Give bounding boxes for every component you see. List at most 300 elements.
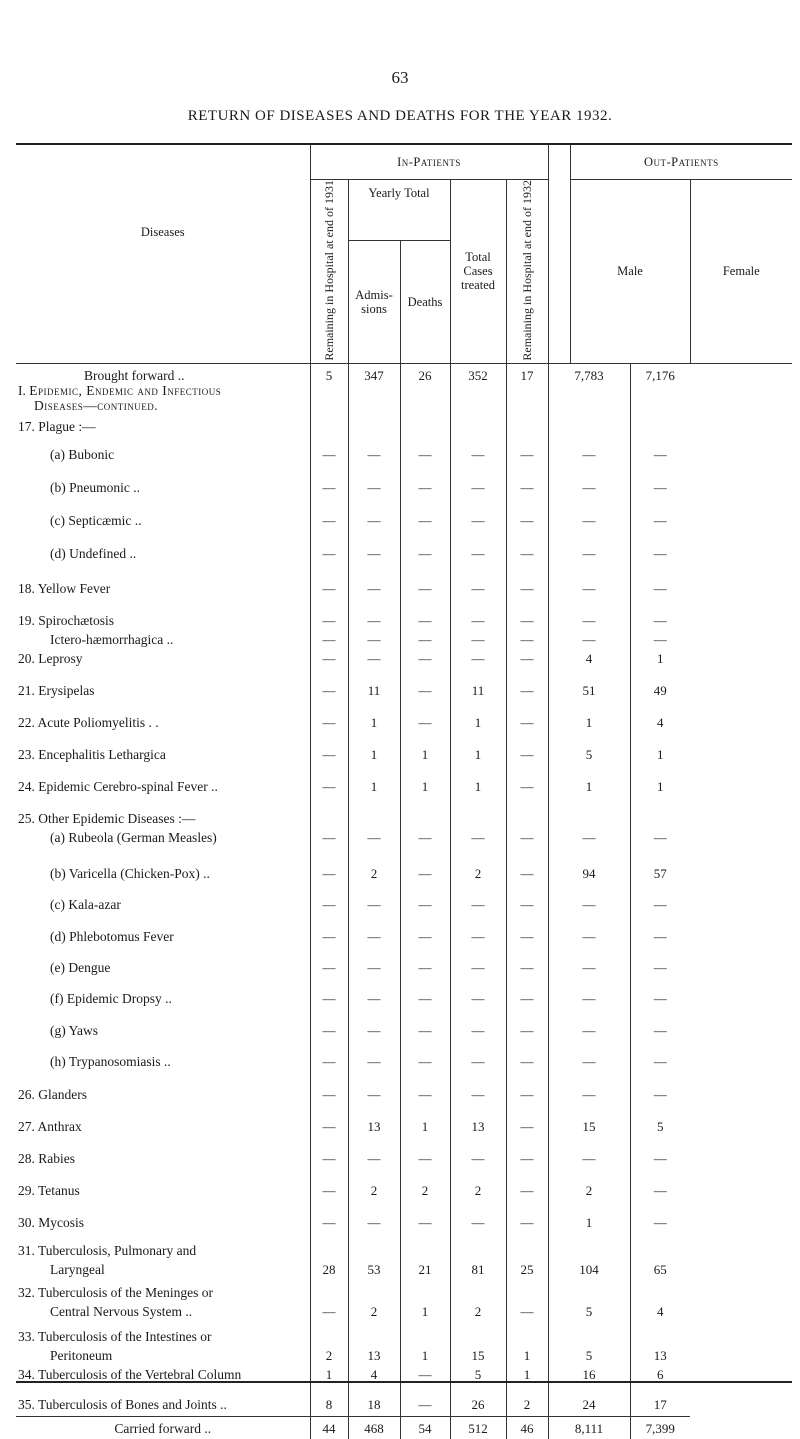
disease-label	[16, 849, 310, 885]
value-cell: 1	[506, 1348, 548, 1367]
value-cell: —	[506, 1304, 548, 1323]
disease-name: 33. Tuberculosis of the Intestines or	[18, 1328, 212, 1344]
value-cell: —	[348, 1042, 400, 1073]
value-cell	[506, 1281, 548, 1304]
value-cell: 5	[548, 1348, 630, 1367]
value-cell: —	[506, 1106, 548, 1138]
value-cell: 13	[450, 1106, 506, 1138]
disease-label	[16, 1348, 310, 1367]
value-cell	[630, 1323, 690, 1348]
value-cell: —	[348, 1138, 400, 1170]
value-cell: —	[653, 990, 667, 1006]
disease-name: (b) Pneumonic ..	[50, 479, 140, 495]
disease-name: 25. Other Epidemic Diseases :—	[18, 810, 196, 826]
value-cell: 1	[400, 766, 450, 798]
value-cell: —	[348, 1202, 400, 1234]
page-title: RETURN OF DISEASES AND DEATHS FOR THE YEAR 1932.	[187, 108, 613, 124]
disease-label	[16, 702, 310, 734]
value-cell: —	[400, 1367, 450, 1386]
table-row	[16, 1323, 792, 1348]
value-cell: 5	[548, 734, 630, 766]
value-cell	[450, 419, 506, 438]
table-row	[16, 419, 792, 438]
value-cell: —	[310, 670, 348, 702]
disease-name: (c) Kala-azar	[50, 896, 121, 912]
section-heading-line1	[18, 383, 308, 398]
value-cell: —	[548, 1042, 630, 1073]
yearly-total-header	[348, 179, 450, 241]
table-row	[16, 466, 792, 499]
total-cases-header	[450, 179, 506, 364]
value-cell: 1	[657, 746, 664, 762]
value-cell: —	[450, 979, 506, 1010]
value-cell: —	[450, 1073, 506, 1106]
value-cell: 2	[348, 1304, 400, 1323]
value-cell	[348, 1323, 400, 1348]
value-cell: —	[653, 612, 667, 628]
disease-name: 35. Tuberculosis of Bones and Joints ..	[18, 1397, 227, 1413]
value-cell: 2	[348, 1170, 400, 1202]
value-cell: —	[310, 1010, 348, 1042]
table-row	[16, 670, 792, 702]
value-cell: 1	[348, 766, 400, 798]
brought-forward-value: 7,176	[645, 368, 675, 384]
value-cell: —	[310, 916, 348, 948]
disease-label	[16, 565, 310, 600]
admissions-header	[348, 241, 400, 364]
value-cell: 5	[657, 1118, 664, 1134]
value-cell: —	[400, 670, 450, 702]
value-cell: —	[548, 1010, 630, 1042]
disease-name: Central Nervous System ..	[50, 1303, 193, 1319]
value-cell: —	[400, 632, 450, 651]
brought-forward-cell	[16, 364, 310, 419]
value-cell	[630, 1234, 690, 1262]
value-cell	[348, 798, 400, 830]
disease-name: (g) Yaws	[50, 1022, 99, 1038]
table-body	[16, 364, 792, 1439]
disease-name: 34. Tuberculosis of the Vertebral Column	[18, 1366, 242, 1382]
disease-name: 26. Glanders	[18, 1086, 87, 1102]
value-cell: —	[310, 1106, 348, 1138]
value-cell: 15	[548, 1106, 630, 1138]
disease-name: (b) Varicella (Chicken-Pox) ..	[50, 865, 210, 881]
value-cell: 1	[548, 702, 630, 734]
value-cell: —	[653, 1086, 667, 1102]
value-cell: —	[310, 734, 348, 766]
disease-name: 27. Anthrax	[18, 1118, 82, 1134]
value-cell	[548, 1281, 630, 1304]
value-cell: 2	[400, 1170, 450, 1202]
value-cell: —	[400, 1042, 450, 1073]
value-cell: 1	[657, 778, 664, 794]
table-row	[16, 1281, 792, 1304]
value-cell: —	[506, 565, 548, 600]
male-header	[570, 179, 690, 364]
value-cell: 18	[348, 1386, 400, 1417]
value-cell: 4	[548, 651, 630, 670]
value-cell: 1	[506, 1367, 548, 1386]
spacer-column	[548, 145, 570, 364]
value-cell: —	[450, 499, 506, 532]
brought-forward-value: 352	[450, 364, 506, 419]
value-cell	[310, 1323, 348, 1348]
disease-name: 17. Plague :—	[18, 418, 96, 434]
carried-forward-label: Carried forward ..	[16, 1417, 310, 1439]
value-cell: 4	[657, 1303, 664, 1319]
value-cell: —	[548, 1073, 630, 1106]
value-cell	[548, 798, 630, 830]
value-cell: —	[506, 1073, 548, 1106]
value-cell: 57	[653, 865, 667, 881]
value-cell: —	[450, 651, 506, 670]
value-cell: —	[506, 1042, 548, 1073]
value-cell: —	[506, 600, 548, 632]
value-cell: —	[348, 565, 400, 600]
disease-name: Laryngeal	[50, 1261, 105, 1277]
in-patients-label: In-Patients	[397, 154, 461, 169]
disease-name: (d) Phlebotomus Fever	[50, 928, 174, 944]
value-cell: —	[310, 1202, 348, 1234]
value-cell: —	[400, 916, 450, 948]
value-cell: 1	[548, 766, 630, 798]
value-cell: 2	[450, 849, 506, 885]
table-row	[16, 1202, 792, 1234]
value-cell: —	[310, 1170, 348, 1202]
disease-name: 32. Tuberculosis of the Meninges or	[18, 1284, 213, 1300]
value-cell: —	[400, 830, 450, 849]
table-row	[16, 798, 792, 830]
value-cell: 2	[310, 1348, 348, 1367]
table-row	[16, 830, 792, 849]
section-heading-line2: Diseases—continued.	[34, 398, 159, 414]
value-cell: —	[348, 632, 400, 651]
value-cell: —	[400, 532, 450, 565]
value-cell	[548, 1323, 630, 1348]
value-cell: —	[400, 702, 450, 734]
table-row	[16, 1234, 792, 1262]
bottom-rule	[16, 1381, 792, 1383]
brought-forward-value: 347	[348, 364, 400, 419]
value-cell: —	[450, 948, 506, 979]
value-cell: 65	[653, 1261, 667, 1277]
value-cell: 6	[657, 1366, 664, 1382]
table-row	[16, 849, 792, 885]
value-cell: —	[548, 916, 630, 948]
value-cell: 26	[450, 1386, 506, 1417]
value-cell: 15	[450, 1348, 506, 1367]
table-row	[16, 600, 792, 632]
table-row	[16, 632, 792, 651]
table-row	[16, 979, 792, 1010]
disease-label	[16, 766, 310, 798]
value-cell: —	[348, 948, 400, 979]
value-cell: —	[400, 466, 450, 499]
table-row	[16, 1073, 792, 1106]
out-patients-label: Out-Patients	[643, 154, 719, 169]
value-cell	[310, 1234, 348, 1262]
disease-name: 19. Spirochætosis	[18, 612, 115, 628]
disease-name: 24. Epidemic Cerebro-spinal Fever ..	[18, 778, 218, 794]
value-cell: —	[506, 766, 548, 798]
value-cell: —	[348, 499, 400, 532]
value-cell: 4	[657, 714, 664, 730]
remaining-1931-header	[310, 179, 348, 364]
value-cell: —	[506, 830, 548, 849]
value-cell: —	[400, 885, 450, 916]
disease-name: 31. Tuberculosis, Pulmonary and	[18, 1242, 197, 1258]
value-cell: —	[548, 979, 630, 1010]
value-cell: —	[400, 1010, 450, 1042]
value-cell: 1	[400, 1348, 450, 1367]
value-cell: —	[348, 1010, 400, 1042]
value-cell: —	[506, 670, 548, 702]
table-row	[16, 1170, 792, 1202]
disease-label	[16, 798, 310, 830]
disease-name: (c) Septicæmic ..	[50, 512, 142, 528]
value-cell: —	[450, 632, 506, 651]
value-cell: —	[506, 1202, 548, 1234]
table-row	[16, 651, 792, 670]
page-number: 63	[391, 68, 409, 87]
value-cell: 8	[310, 1386, 348, 1417]
value-cell: —	[653, 512, 667, 528]
value-cell: —	[310, 438, 348, 466]
disease-name: 28. Rabies	[18, 1150, 75, 1166]
deaths-label: Deaths	[407, 295, 443, 310]
diseases-header	[16, 145, 310, 364]
value-cell: 2	[548, 1170, 630, 1202]
value-cell: —	[548, 565, 630, 600]
value-cell: —	[548, 532, 630, 565]
value-cell: 1	[400, 734, 450, 766]
disease-name: Ictero-hæmorrhagica ..	[50, 631, 174, 647]
value-cell: 2	[348, 849, 400, 885]
disease-name: 22. Acute Poliomyelitis . .	[18, 714, 159, 730]
carried-forward-value: 7,399	[630, 1417, 690, 1439]
table-row	[16, 1010, 792, 1042]
value-cell: —	[310, 885, 348, 916]
value-cell: —	[506, 1010, 548, 1042]
disease-label	[16, 1042, 310, 1073]
table-row	[16, 1304, 792, 1323]
value-cell: —	[450, 830, 506, 849]
value-cell	[630, 798, 690, 830]
value-cell: —	[310, 702, 348, 734]
in-patients-header	[310, 145, 548, 179]
value-cell: —	[506, 916, 548, 948]
table-row	[16, 1106, 792, 1138]
value-cell: —	[450, 532, 506, 565]
disease-name: Peritoneum	[50, 1347, 113, 1363]
value-cell	[506, 1234, 548, 1262]
brought-forward-value: 7,783	[548, 364, 630, 419]
value-cell: —	[506, 438, 548, 466]
value-cell: —	[548, 466, 630, 499]
disease-label	[16, 438, 310, 466]
table-row	[16, 948, 792, 979]
returns-table	[16, 145, 792, 1439]
disease-name: (e) Dengue	[50, 959, 111, 975]
value-cell: —	[548, 885, 630, 916]
value-cell	[310, 798, 348, 830]
value-cell	[450, 1234, 506, 1262]
brought-forward-value: 17	[506, 364, 548, 419]
admissions-label: Admis-sions	[355, 288, 393, 317]
value-cell: —	[400, 1073, 450, 1106]
value-cell: —	[548, 499, 630, 532]
table-row	[16, 438, 792, 466]
value-cell: —	[400, 1386, 450, 1417]
disease-name: 30. Mycosis	[18, 1214, 85, 1230]
disease-label	[16, 1170, 310, 1202]
value-cell: 51	[548, 670, 630, 702]
value-cell: —	[450, 916, 506, 948]
table-row	[16, 499, 792, 532]
disease-label	[16, 1234, 310, 1262]
value-cell: —	[400, 651, 450, 670]
carried-forward-value: 8,111	[548, 1417, 630, 1439]
value-cell: —	[653, 631, 667, 647]
value-cell: —	[400, 948, 450, 979]
disease-name: 29. Tetanus	[18, 1182, 80, 1198]
value-cell: 81	[450, 1262, 506, 1281]
disease-name: (d) Undefined ..	[50, 545, 137, 561]
value-cell	[400, 798, 450, 830]
value-cell: 1	[450, 766, 506, 798]
deaths-header	[400, 241, 450, 364]
value-cell	[400, 1234, 450, 1262]
table-row	[16, 702, 792, 734]
value-cell: 49	[653, 682, 667, 698]
value-cell	[630, 1281, 690, 1304]
value-cell	[548, 1234, 630, 1262]
value-cell: 1	[348, 734, 400, 766]
disease-label	[16, 600, 310, 632]
disease-label	[16, 1281, 310, 1304]
carried-forward-row	[16, 1417, 792, 1439]
disease-label	[16, 1138, 310, 1170]
value-cell: 1	[657, 650, 664, 666]
value-cell: —	[506, 499, 548, 532]
value-cell: 28	[310, 1262, 348, 1281]
value-cell: —	[506, 1170, 548, 1202]
disease-label	[16, 1386, 310, 1417]
value-cell	[506, 798, 548, 830]
value-cell: 11	[450, 670, 506, 702]
value-cell: —	[450, 1042, 506, 1073]
table-row	[16, 766, 792, 798]
value-cell	[506, 419, 548, 438]
remaining-1931-label: Remaining in Hospital at end of 1931	[321, 179, 336, 361]
table-row	[16, 565, 792, 600]
disease-label	[16, 1106, 310, 1138]
table-row	[16, 1138, 792, 1170]
value-cell: —	[506, 734, 548, 766]
value-cell: —	[400, 979, 450, 1010]
value-cell: —	[348, 830, 400, 849]
remaining-1932-label: Remaining in Hospital at end of 1932	[519, 179, 534, 361]
value-cell: —	[653, 580, 667, 596]
value-cell: —	[506, 466, 548, 499]
value-cell: 13	[348, 1348, 400, 1367]
value-cell: —	[310, 849, 348, 885]
value-cell: 1	[450, 734, 506, 766]
value-cell	[630, 419, 690, 438]
value-cell: 11	[348, 670, 400, 702]
value-cell: —	[310, 1073, 348, 1106]
value-cell: —	[310, 565, 348, 600]
disease-label	[16, 830, 310, 849]
carried-forward-value: 512	[450, 1417, 506, 1439]
value-cell: —	[506, 651, 548, 670]
section-heading-text: Epidemic, Endemic and Infectious	[29, 383, 222, 399]
disease-label	[16, 948, 310, 979]
value-cell: 1	[400, 1304, 450, 1323]
value-cell	[310, 1281, 348, 1304]
yearly-total-label: Yearly Total	[368, 185, 430, 200]
value-cell: —	[310, 466, 348, 499]
value-cell: —	[653, 896, 667, 912]
value-cell: 5	[450, 1367, 506, 1386]
value-cell: —	[348, 651, 400, 670]
value-cell: 21	[400, 1262, 450, 1281]
disease-label	[16, 916, 310, 948]
brought-forward-label: Brought forward ..	[84, 368, 185, 384]
male-label: Male	[617, 264, 643, 279]
value-cell: —	[653, 1182, 667, 1198]
value-cell: 1	[548, 1202, 630, 1234]
value-cell: —	[506, 702, 548, 734]
value-cell: —	[310, 979, 348, 1010]
disease-label	[16, 979, 310, 1010]
value-cell: —	[548, 600, 630, 632]
value-cell: —	[400, 849, 450, 885]
value-cell	[450, 1281, 506, 1304]
value-cell: 25	[506, 1262, 548, 1281]
remaining-1932-header	[506, 179, 548, 364]
carried-forward-value: 44	[310, 1417, 348, 1439]
value-cell	[400, 1323, 450, 1348]
disease-label	[16, 1304, 310, 1323]
brought-forward-row	[16, 364, 792, 419]
value-cell: —	[400, 600, 450, 632]
disease-label	[16, 1073, 310, 1106]
value-cell: 13	[348, 1106, 400, 1138]
diseases-header-label: Diseases	[140, 225, 185, 239]
value-cell: —	[653, 928, 667, 944]
value-cell: —	[450, 1138, 506, 1170]
disease-name: (a) Rubeola (German Measles)	[50, 829, 217, 845]
value-cell: —	[653, 829, 667, 845]
value-cell: —	[310, 532, 348, 565]
value-cell: —	[653, 446, 667, 462]
value-cell	[506, 1323, 548, 1348]
table-row	[16, 734, 792, 766]
disease-label	[16, 1323, 310, 1348]
disease-label	[16, 632, 310, 651]
value-cell: —	[653, 1053, 667, 1069]
value-cell: —	[400, 1202, 450, 1234]
value-cell	[450, 798, 506, 830]
value-cell: —	[348, 1073, 400, 1106]
disease-name: 18. Yellow Fever	[18, 580, 111, 596]
total-cases-label: Total Cases treated	[460, 250, 495, 293]
disease-label	[16, 885, 310, 916]
value-cell: 17	[653, 1397, 667, 1413]
carried-forward-value: 468	[348, 1417, 400, 1439]
value-cell: —	[348, 885, 400, 916]
